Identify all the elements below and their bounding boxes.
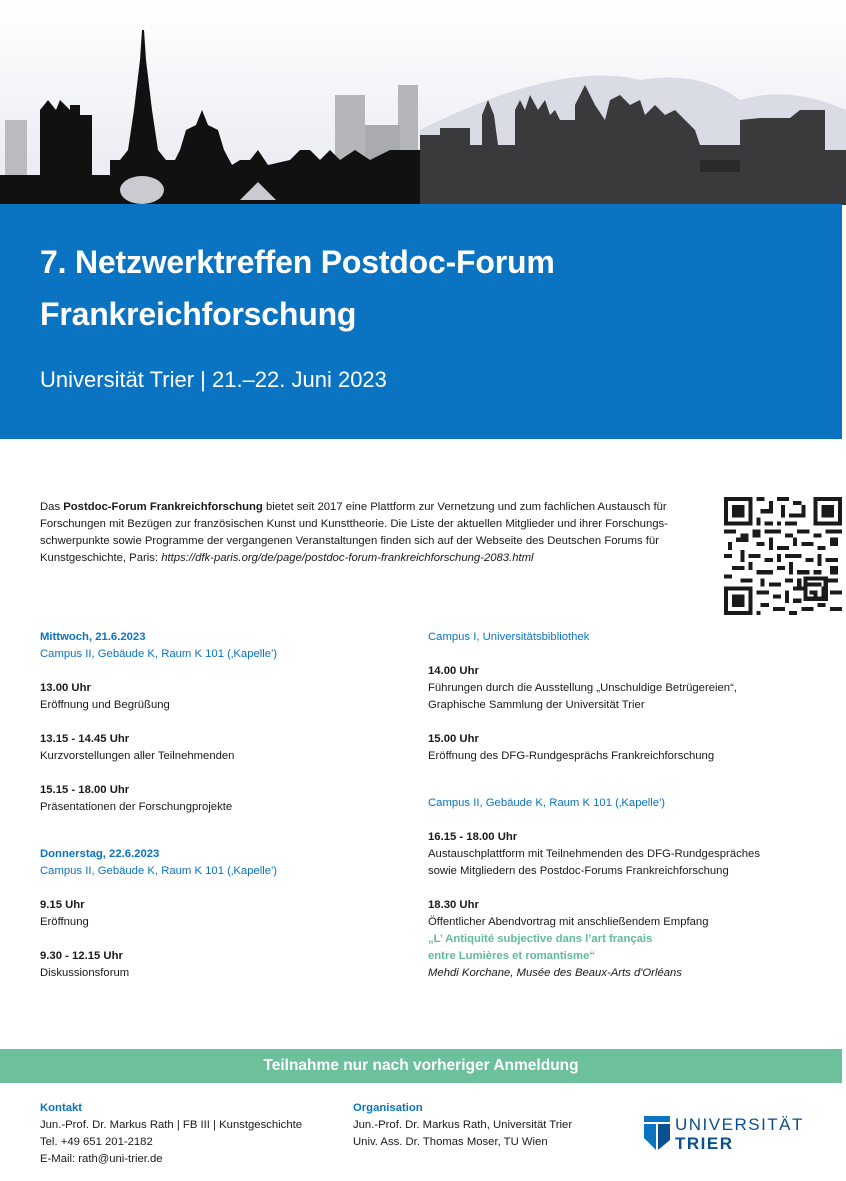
intro-line1-rest: bietet seit 2017 eine Plattform zur Vernetzung und zum fachlichen Austausch für xyxy=(262,501,667,513)
right-location-2: Campus II, Gebäude K, Raum K 101 (‚Kapelle') xyxy=(428,797,666,809)
logo-word-trier: TRIER xyxy=(675,1134,734,1153)
program-right-column xyxy=(428,629,828,982)
intro-forum-name: Postdoc-Forum Frankreichforschung xyxy=(63,501,263,513)
right-event4-desc1: Öffentlicher Abendvortrag mit anschließendem Empfang xyxy=(428,916,709,928)
organiser-1: Jun.-Prof. Dr. Markus Rath, Universität Trier xyxy=(353,1119,573,1131)
right-event1-time: 14.00 Uhr xyxy=(428,665,479,677)
registration-notice: Teilnahme nur nach vorheriger Anmeldung xyxy=(0,1049,842,1083)
day1-event3-desc: Präsentationen der Forschungprojekte xyxy=(40,801,233,813)
intro-line4-prefix: Kunstgeschichte, Paris: xyxy=(40,552,162,564)
contact-phone: Tel. +49 651 201-2182 xyxy=(40,1136,153,1148)
event-subtitle: Universität Trier | 21.–22. Juni 2023 xyxy=(40,367,387,392)
event-title xyxy=(40,236,800,340)
right-event3-desc1: Austauschplattform mit Teilnehmenden des DFG-Rundgespräches xyxy=(428,848,760,860)
day1-event3-time: 15.15 - 18.00 Uhr xyxy=(40,784,130,796)
day1-event2-time: 13.15 - 14.45 Uhr xyxy=(40,733,130,745)
organisation-block xyxy=(353,1100,613,1151)
day2-event2-desc: Diskussionsforum xyxy=(40,967,130,979)
intro-paragraph xyxy=(40,499,712,567)
day2-event1-desc: Eröffnung xyxy=(40,916,89,928)
day2-location: Campus II, Gebäude K, Raum K 101 (‚Kapelle') xyxy=(40,865,278,877)
day2-event2-time: 9.30 - 12.15 Uhr xyxy=(40,950,123,962)
intro-line-2: Forschungen mit Bezügen zur französischen Kunst und Kunsttheorie. Die Liste der aktuellen Mitglieder und ihrer Forschungs- xyxy=(40,518,668,530)
talk-speaker: Mehdi Korchane, Musée des Beaux-Arts d'Orléans xyxy=(428,967,682,979)
day2-date: Donnerstag, 22.6.2023 xyxy=(40,848,160,860)
contact-heading: Kontakt xyxy=(40,1102,83,1114)
day1-event1-time: 13.00 Uhr xyxy=(40,682,91,694)
right-event1-desc1: Führungen durch die Ausstellung „Unschuldige Betrügereien“, xyxy=(428,682,737,694)
day1-date: Mittwoch, 21.6.2023 xyxy=(40,631,146,643)
day1-location: Campus II, Gebäude K, Raum K 101 (‚Kapelle') xyxy=(40,648,278,660)
intro-text-before: Das xyxy=(40,501,64,513)
organiser-2: Univ. Ass. Dr. Thomas Moser, TU Wien xyxy=(353,1136,548,1148)
right-event2-time: 15.00 Uhr xyxy=(428,733,479,745)
intro-url-link[interactable]: https://dfk-paris.org/de/page/postdoc-forum-frankreichforschung-2083.html xyxy=(161,552,534,564)
day1-event2-desc: Kurzvorstellungen aller Teilnehmenden xyxy=(40,750,235,762)
contact-block xyxy=(40,1100,340,1168)
day2-event1-time: 9.15 Uhr xyxy=(40,899,85,911)
right-event2-desc1: Eröffnung des DFG-Rundgesprächs Frankreichforschung xyxy=(428,750,715,762)
right-event3-desc2: sowie Mitgliedern des Postdoc-Forums Frankreichforschung xyxy=(428,865,729,877)
talk-title-line2: entre Lumières et romantisme“ xyxy=(428,950,595,962)
qr-code xyxy=(724,497,842,615)
contact-email[interactable]: E-Mail: rath@uni-trier.de xyxy=(40,1153,163,1165)
title-banner xyxy=(0,204,842,439)
logo-word-universitaet: UNIVERSITÄT xyxy=(675,1115,804,1134)
organisation-heading: Organisation xyxy=(353,1102,423,1114)
university-logo-icon xyxy=(644,1114,672,1152)
university-trier-logo xyxy=(644,1114,804,1154)
program-left-column xyxy=(40,629,400,982)
day1-event1-desc: Eröffnung und Begrüßung xyxy=(40,699,170,711)
contact-name: Jun.-Prof. Dr. Markus Rath | FB III | Kunstgeschichte xyxy=(40,1119,303,1131)
title-line-1: 7. Netzwerktreffen Postdoc-Forum xyxy=(40,244,555,280)
right-location-1: Campus I, Universitätsbibliothek xyxy=(428,631,590,643)
right-event4-time: 18.30 Uhr xyxy=(428,899,479,911)
talk-title-line1: „L’ Antiquité subjective dans l’art français xyxy=(428,933,653,945)
right-event1-desc2: Graphische Sammlung der Universität Trier xyxy=(428,699,645,711)
right-event3-time: 16.15 - 18.00 Uhr xyxy=(428,831,518,843)
skyline-illustration xyxy=(0,0,846,205)
title-line-2: Frankreichforschung xyxy=(40,296,357,332)
intro-line-3: schwerpunkte sowie Programme der vergangenen Veranstaltungen finden sich auf der Webseite des Deutschen Forums für xyxy=(40,535,659,547)
